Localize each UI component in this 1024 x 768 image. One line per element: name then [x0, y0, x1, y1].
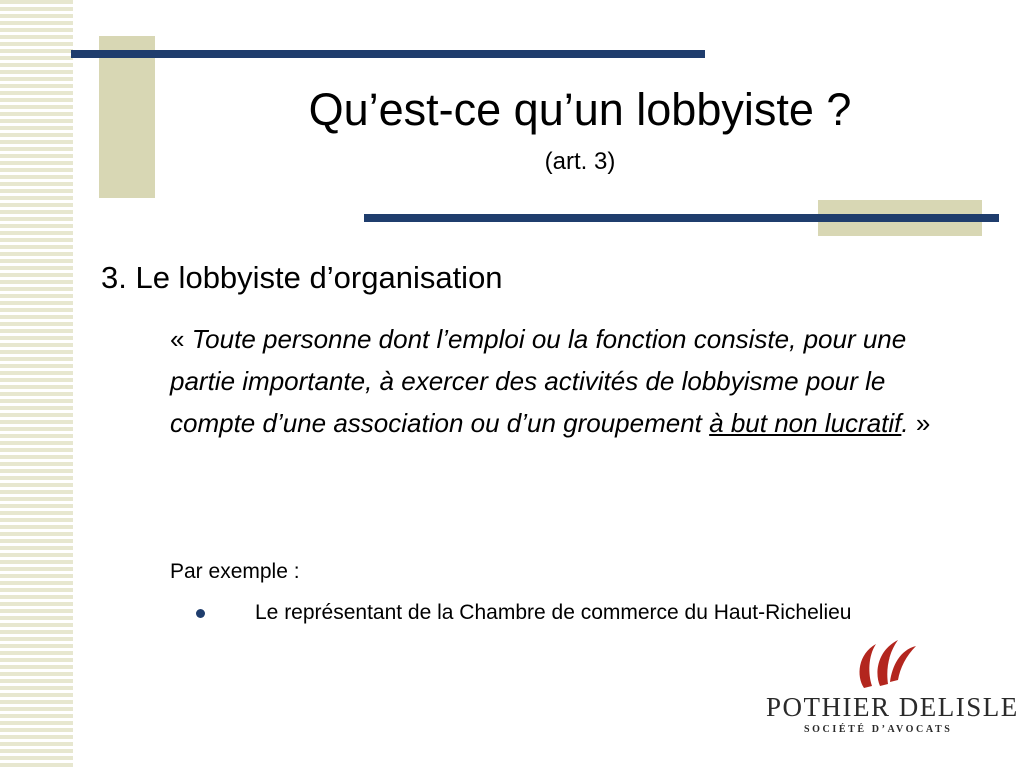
quote-text: Toute personne dont l’emploi ou la fonction consiste, pour une partie importante, à exercer des activités de lobbyisme pour le compte d’une association ou d’un groupement — [170, 324, 907, 438]
slide-title: Qu’est-ce qu’un lobbyiste ? — [308, 84, 852, 135]
quote-open-mark: « — [170, 324, 192, 354]
logo-emblem-icon — [842, 636, 922, 696]
title-accent-block-top — [99, 36, 155, 198]
slide-subtitle: (art. 3) — [544, 148, 616, 175]
bullet-text: Le représentant de la Chambre de commerce du Haut-Richelieu — [255, 601, 852, 624]
quote-close-mark: » — [908, 408, 931, 438]
logo-firm-name: POTHIER DELISLE — [766, 692, 1019, 722]
section-heading: 3. Le lobbyiste d’organisation — [101, 260, 503, 295]
striped-sidebar-decoration — [0, 0, 73, 768]
title-rule-top — [71, 50, 705, 58]
quote-underlined-term: à but non lucratif — [709, 408, 902, 438]
definition-quote — [170, 318, 970, 444]
title-rule-bottom — [364, 214, 999, 222]
example-label: Par exemple : — [170, 560, 300, 583]
bullet-icon — [196, 609, 205, 618]
firm-logo — [760, 636, 1019, 746]
logo-tagline: SOCIÉTÉ D’AVOCATS — [804, 724, 953, 735]
quote-period: . — [901, 408, 909, 438]
